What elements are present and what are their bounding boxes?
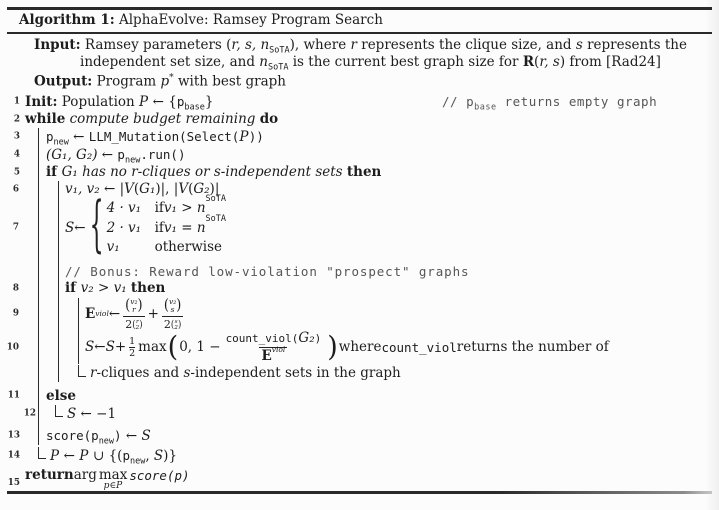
argmax-operator	[99, 468, 127, 492]
math-seg: )|, |	[155, 181, 179, 197]
inner-if-block	[6, 297, 719, 365]
kw-do: do	[259, 111, 279, 127]
text-seg: (	[534, 53, 540, 70]
score-var: S	[153, 447, 164, 464]
binom-top: v₂	[130, 297, 138, 306]
line-number: 2	[13, 114, 20, 124]
algo-line-14	[0, 447, 719, 465]
population-symbol: P	[116, 481, 123, 492]
text-seg: returns the number of	[456, 339, 609, 356]
paren: )	[176, 297, 182, 315]
line-number: 5	[13, 167, 20, 177]
algo-line-15	[0, 468, 719, 492]
math-seg: (G₁, G₂)	[46, 147, 98, 163]
score-var: S	[141, 427, 151, 444]
algo-line-5	[13, 164, 719, 181]
text-seg: Ramsey parameters (	[80, 37, 232, 53]
input-label: Input:	[34, 37, 81, 53]
element-of-symbol: ∈	[109, 481, 117, 492]
case-value: 4 · v₁	[106, 200, 142, 217]
line-number: 1	[13, 96, 20, 107]
line-number: 8	[12, 283, 19, 293]
algo-line-10-continuation	[59, 365, 719, 382]
algorithm-title: AlphaEvolve: Ramsey Program Search	[114, 12, 383, 28]
kw-then: then	[346, 164, 382, 180]
arrow-seg: ←	[94, 339, 106, 356]
math-seg: v₁, v₂	[65, 181, 100, 197]
subscript-new: new	[129, 456, 146, 467]
case-value: 2 · v₁	[106, 219, 142, 236]
line-number: 15	[7, 477, 20, 488]
algo-line-9: 9 E viol ← ( v₂ r ) 2 ( r 2 ) + ( v₂ s ) 2 ( s 2 )	[79, 298, 719, 331]
math-seg: }	[204, 94, 214, 110]
line-number: 11	[7, 390, 20, 401]
score-var: S	[105, 339, 115, 356]
io-block	[0, 37, 719, 90]
text-seg: represents the clique size, and	[356, 37, 576, 53]
case-cond-kw: if	[154, 219, 164, 236]
plus-seg: +	[147, 305, 159, 322]
frac-den: 2	[129, 347, 136, 359]
plus-seg: +	[114, 339, 127, 356]
math-seg: p	[103, 481, 110, 492]
kw-then: then	[130, 280, 166, 296]
fraction-numerator	[123, 298, 144, 316]
binomial	[164, 298, 181, 314]
fraction-denominator	[162, 316, 183, 331]
kw-while: while	[25, 111, 66, 127]
math-seg: )|	[209, 181, 220, 197]
paren: )	[177, 318, 182, 331]
case-cond: v₁ = n	[163, 219, 206, 236]
binom-bottom: r	[132, 304, 136, 314]
text-seg: with best graph	[173, 73, 286, 90]
math-seg: n	[259, 53, 268, 70]
base-two: 2	[125, 317, 133, 331]
ramsey-symbol: R	[522, 53, 535, 70]
code-llm-mutation: LLM_Mutation(Select(	[88, 129, 240, 144]
math-seg: G₂	[298, 329, 315, 346]
binom-bottom: 2	[135, 324, 140, 331]
fraction-denominator	[123, 316, 144, 331]
subscript-new: new	[98, 436, 115, 447]
math-seg: V	[124, 181, 134, 197]
case-cond: v₁ > n	[163, 200, 206, 217]
exponent	[132, 319, 142, 331]
population-symbol: P	[239, 129, 249, 145]
binomial-stack	[130, 298, 137, 314]
binomial	[171, 319, 181, 331]
code-seg: p	[46, 129, 54, 144]
max-operator: max	[138, 339, 167, 356]
score-var: S	[67, 405, 77, 422]
if-condition: v₂ > v₁	[80, 280, 131, 296]
bottom-rule	[7, 491, 712, 494]
line-number: 3	[13, 131, 20, 142]
frac-num: 1	[129, 336, 136, 348]
expected-violations-symbol: E	[261, 348, 272, 365]
line-number: 7	[12, 222, 19, 233]
binom-top: r	[135, 318, 139, 325]
text-seg: ), where	[289, 37, 351, 53]
code-seg: p	[122, 447, 130, 463]
population-symbol: P	[139, 94, 149, 110]
algo-line-2	[0, 111, 719, 128]
math-seg: G₁	[139, 181, 156, 197]
subscript-sota: SoTA	[205, 213, 227, 224]
math-seg: (	[133, 181, 140, 197]
score-var: S	[85, 339, 95, 356]
code-count-viol: count_viol	[381, 340, 457, 356]
case-row	[107, 238, 226, 257]
algorithm-caption	[19, 12, 383, 28]
case-brace: {	[89, 192, 104, 261]
input-line-1	[0, 37, 719, 54]
exponent	[171, 319, 181, 331]
code-seg: )	[314, 332, 322, 346]
math-seg: ,	[145, 447, 154, 464]
case-table	[106, 194, 227, 257]
math-seg: )}	[163, 447, 178, 464]
binom-top: s	[174, 318, 178, 325]
math-seg: ∪ {(	[88, 447, 123, 464]
big-paren-left: (	[167, 331, 179, 364]
population-symbol: P	[50, 447, 60, 464]
expected-violations-symbol: E	[85, 305, 96, 322]
text-seg: where	[338, 339, 382, 356]
text-seg: ) from [Rad24]	[559, 53, 661, 70]
binomial	[125, 298, 142, 314]
score-function-call: score(p)	[129, 467, 190, 483]
binom-bottom: s	[170, 304, 175, 314]
case-row	[106, 213, 227, 238]
subscript-base: base	[474, 102, 497, 113]
line-number: 6	[12, 184, 19, 194]
text-seg: independent set size, and	[80, 53, 260, 70]
arrow-seg: ←	[59, 447, 80, 464]
algo-line-10	[6, 329, 719, 365]
score-var: S	[65, 219, 75, 236]
arrow-seg: ←	[74, 219, 86, 236]
code-seg: .run()	[140, 147, 186, 162]
caption-rule	[7, 32, 712, 34]
code-seg: count_viol(	[225, 332, 299, 346]
paren: (	[163, 297, 169, 315]
subscript-sota: SoTA	[267, 62, 289, 73]
block-end-corner	[55, 405, 63, 417]
violation-fraction	[224, 329, 324, 365]
block-end-corner	[38, 447, 46, 459]
arrow-seg: ←	[97, 147, 118, 163]
math-seg: ← {	[148, 94, 177, 110]
kw-else: else	[46, 387, 76, 404]
math-seg: (	[188, 181, 194, 197]
algo-line-13	[7, 427, 719, 447]
math-seg: r, s, n	[231, 37, 270, 53]
math-seg: r	[90, 364, 97, 381]
kw-return: return	[25, 466, 74, 483]
base-two: 2	[163, 317, 171, 331]
algo-line-1	[0, 93, 719, 111]
arrow-seg: ← |	[99, 181, 125, 197]
comment-empty-graph	[442, 93, 658, 113]
algorithm-content	[0, 37, 719, 492]
comment-bonus	[59, 263, 719, 280]
code-seg: ))	[248, 129, 264, 144]
code-seg: p	[91, 427, 99, 443]
loop-condition: compute budget remaining	[65, 111, 260, 127]
arrow-seg: ←	[121, 427, 142, 444]
code-seg: score(	[46, 427, 92, 443]
line-number: 4	[13, 149, 20, 160]
algo-line-11	[7, 387, 719, 405]
math-seg: s	[575, 37, 583, 53]
math-seg: G₂	[193, 181, 210, 197]
binom-top: v₂	[168, 297, 177, 306]
output-line	[0, 70, 719, 90]
algo-line-6	[12, 181, 719, 198]
kw-if: if	[65, 280, 81, 296]
math-seg: r, s	[539, 53, 560, 70]
algorithm-number-label: Algorithm 1:	[19, 12, 115, 28]
fraction-numerator	[162, 298, 183, 316]
line-number: 9	[12, 308, 19, 319]
math-seg: p	[160, 73, 170, 90]
algo-line-12	[23, 405, 719, 424]
code-seg: p	[117, 147, 125, 162]
subscript-base: base	[184, 102, 205, 113]
subscript-new: new	[53, 137, 69, 148]
kw-init: Init:	[25, 94, 58, 110]
paren: )	[139, 318, 143, 331]
fraction-1	[123, 298, 144, 331]
paren: (	[170, 318, 175, 331]
comment-seg: returns empty graph	[496, 94, 658, 109]
paren: (	[125, 297, 131, 315]
text-seg: represents the	[582, 37, 687, 53]
algo-line-4	[13, 146, 719, 166]
output-label: Output:	[34, 73, 93, 90]
code-seg: p	[176, 94, 185, 109]
text-seg: Population	[57, 94, 139, 110]
paren: (	[132, 318, 136, 331]
subscript-new: new	[124, 155, 141, 166]
text-seg: is the current best graph size for	[288, 53, 523, 70]
line-number: 14	[7, 450, 20, 461]
while-block	[6, 128, 719, 447]
binom-bottom: 2	[174, 324, 178, 331]
argmax-prefix: arg	[73, 466, 97, 483]
if-block	[6, 181, 719, 382]
math-seg: s	[183, 364, 191, 381]
case-value: v₁	[106, 239, 120, 256]
input-line-2	[0, 54, 719, 71]
text-seg: Program	[92, 73, 161, 90]
population-symbol: P	[79, 447, 89, 464]
fraction-denominator: E viol	[261, 345, 286, 365]
block-end-corner	[78, 365, 86, 377]
kw-if: if	[46, 164, 62, 180]
line-number: 12	[23, 408, 36, 419]
line-number: 13	[7, 430, 20, 441]
math-seg: r	[350, 37, 357, 53]
math-seg: ← −1	[76, 405, 117, 422]
case-cond: otherwise	[154, 239, 223, 256]
arrow-seg: ←	[68, 129, 89, 145]
arrow-seg: ←	[108, 305, 121, 322]
comment-seg: // p	[442, 94, 475, 109]
paren: )	[137, 297, 143, 315]
line-number: 10	[6, 342, 19, 353]
algo-line-7	[12, 192, 719, 261]
top-rule	[7, 7, 712, 10]
one-half-fraction	[129, 337, 135, 358]
text-seg: -independent sets in the graph	[190, 364, 401, 381]
max-operator: max	[98, 466, 128, 483]
algo-line-3	[13, 128, 719, 148]
fraction-2	[162, 298, 183, 331]
math-seg: 0, 1 −	[179, 339, 221, 356]
binomial	[132, 319, 142, 331]
case-cond-kw: if	[154, 200, 164, 217]
subscript-sota: SoTA	[205, 194, 227, 205]
binomial-stack	[169, 298, 176, 314]
subscript-sota: SoTA	[269, 45, 290, 56]
big-paren-right: )	[327, 331, 338, 364]
if-condition: G₁ has no r-cliques or s-independent sets	[61, 164, 347, 180]
comment-text: // Bonus: Reward low-violation "prospect" graphs	[65, 264, 470, 279]
math-seg: V	[178, 181, 189, 197]
star-superscript: *	[169, 73, 174, 83]
algorithm-body	[0, 93, 719, 492]
text-seg: -cliques and	[96, 364, 184, 381]
algo-line-8	[12, 280, 719, 297]
code-seg: )	[114, 427, 122, 443]
